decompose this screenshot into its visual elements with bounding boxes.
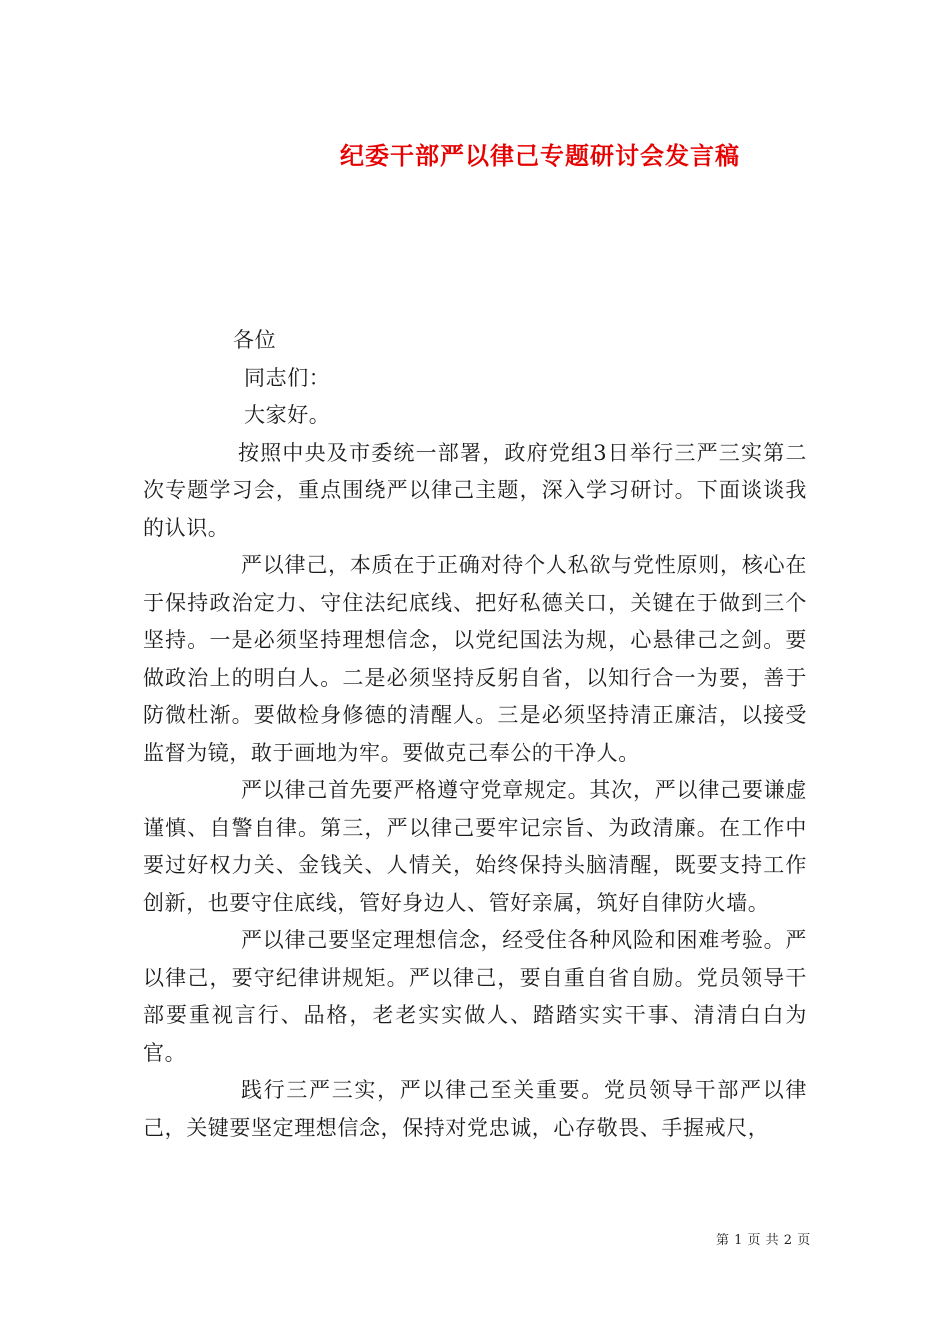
paragraph-1: 按照中央及市委统一部署，政府党组3日举行三严三实第二次专题学习会，重点围绕严以律己主题，深入学习研讨。下面谈谈我的认识。 — [143, 440, 807, 540]
greeting-hello: 大家好。 — [244, 403, 331, 427]
paragraph-2: 严以律己，本质在于正确对待个人私欲与党性原则，核心在于保持政治定力、守住法纪底线、把好私德关口，关键在于做到三个坚持。一是必须坚持理想信念，以党纪国法为规，心悬律己之剑。要做政治上的明白人。二是必须坚持反躬自省，以知行合一为要，善于防微杜渐。要做检身修德的清醒人。三是必须坚持清正廉洁，以接受监督为镜，敢于画地为牢。要做克己奉公的干净人。 — [143, 553, 807, 765]
document-body — [143, 322, 807, 1147]
paragraph-4: 严以律己要坚定理想信念，经受住各种风险和困难考验。严以律己，要守纪律讲规矩。严以律己，要自重自省自励。党员领导干部要重视言行、品格，老老实实做人、踏踏实实干事、清清白白为官。 — [143, 928, 807, 1065]
salutation: 各位 — [233, 328, 277, 352]
paragraph-3: 严以律己首先要严格遵守党章规定。其次，严以律己要谦虚谨慎、自警自律。第三，严以律己要牢记宗旨、为政清廉。在工作中要过好权力关、金钱关、人情关，始终保持头脑清醒，既要支持工作创新，也要守住底线，管好身边人、管好亲属，筑好自律防火墙。 — [143, 778, 807, 915]
page-indicator: 第 1 页 共 2 页 — [716, 1233, 811, 1248]
document-title: 纪委干部严以律己专题研讨会发言稿 — [340, 141, 740, 170]
greeting-comrades: 同志们： — [244, 365, 331, 390]
paragraph-5: 践行三严三实，严以律己至关重要。党员领导干部严以律己，关键要坚定理想信念，保持对党忠诚，心存敬畏、手握戒尺， — [143, 1078, 807, 1140]
